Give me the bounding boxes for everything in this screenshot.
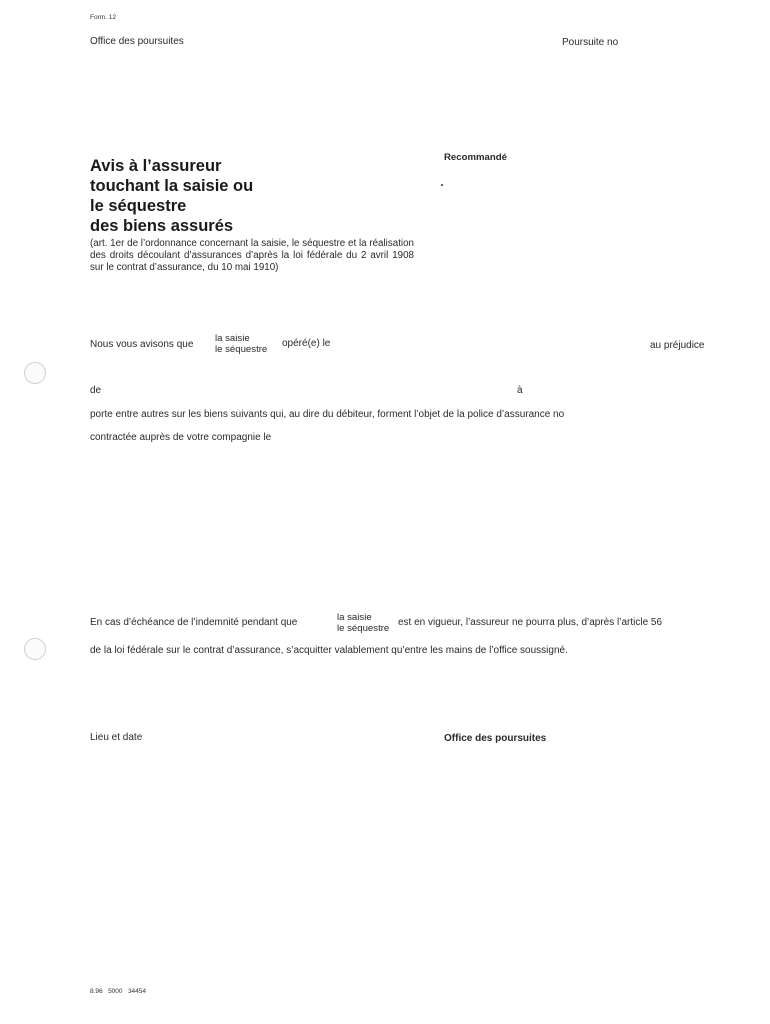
punch-hole-top <box>24 362 46 384</box>
clause-option-sequestration: le séquestre <box>337 623 390 634</box>
title-line-4: des biens assurés <box>90 217 234 235</box>
small-dot <box>441 184 443 186</box>
office-signature-label: Office des poursuites <box>444 733 547 744</box>
of-label: de <box>90 385 102 396</box>
form-number: Form. 12 <box>90 14 117 21</box>
notice-options <box>215 333 267 355</box>
detriment-label: au préjudice <box>650 340 705 351</box>
document-title <box>90 156 390 236</box>
clause-line-2: de la loi fédérale sur le contrat d’assurance, s’acquitter valablement qu’entre les mains de l’office soussigné. <box>90 645 568 656</box>
option-sequestration: le séquestre <box>215 344 268 355</box>
company-line: contractée auprès de votre compagnie le <box>90 432 272 443</box>
notice-lead: Nous vous avisons que <box>90 339 194 350</box>
title-line-3: le séquestre <box>90 197 187 215</box>
punch-hole-bottom <box>24 638 46 660</box>
registered-label: Recommandé <box>444 152 507 163</box>
legal-reference: (art. 1er de l’ordonnance concernant la saisie, le séquestre et la réalisation des droits découlant d’assurances d’après la loi fédérale du 2 avril 1908 sur le contrat d’assurance, du 10 mai 1910) <box>90 238 414 273</box>
clause-option-seizure: la saisie <box>337 612 372 623</box>
at-label: à <box>517 385 523 396</box>
clause-lead: En cas d’échéance de l’indemnité pendant que <box>90 617 298 628</box>
place-date-label: Lieu et date <box>90 732 143 743</box>
clause-rest: est en vigueur, l’assureur ne pourra plus, d’après l’article 56 <box>398 617 663 628</box>
goods-line: porte entre autres sur les biens suivants qui, au dire du débiteur, forment l’objet de la police d’assurance no <box>90 409 565 420</box>
title-line-2: touchant la saisie ou <box>90 177 254 195</box>
print-code: 8.96 5000 34454 <box>90 988 147 995</box>
office-label: Office des poursuites <box>90 36 184 47</box>
case-number-label: Poursuite no <box>562 37 619 48</box>
option-seizure: la saisie <box>215 333 250 344</box>
clause-options <box>337 612 389 634</box>
made-on-label: opéré(e) le <box>282 338 331 349</box>
title-line-1: Avis à l’assureur <box>90 157 222 175</box>
